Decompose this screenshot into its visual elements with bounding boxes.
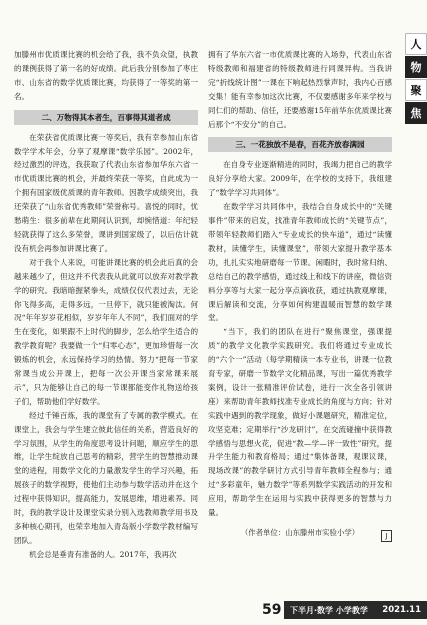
right-column <box>208 48 392 540</box>
right-paragraph-4: “当下，我们的团队在进行“聚焦课堂，强课提质”的教学文化教学实践研究。我们将通过专业成长的“六个一”活动（每学期精读一本专业书，讲课一位教育专家，研磨一节数学文化精品课，写出一篇优秀教学案例，设计一张精准评价试卷，进行一次全各引领讲座）来帮助青年教师找准专业成长的角度与方向；针对实践中遇到的教学现象，做好小课题研究，精准定位，攻坚克难；定期举行“沙龙研讨”，在交流碰撞中获得教学感悟与思想火花，促进“教—学—评一致性”研究，提升学生能力和教育格局；通过“集体备课，观课议课，现场改课”的教学研讨方式引导青年教师全程参与；通过“多彩童年，魅力数学”等系列数学实践活动的开发和应用，帮助学生在运用与实践中获得更多的智慧与力量。 <box>208 327 392 518</box>
left-column <box>14 48 198 562</box>
section-heading-3: 三、一花独放不是春，百花齐放春满园 <box>208 137 392 152</box>
left-paragraph-1: 加滕州市优质课比赛的机会给了我，我不负众望，执教的课例获得了第一名的好成绩。此后我分别参加了枣庄市、山东省的数学优质课比赛，均获得了一等奖的第一名。 <box>14 50 198 101</box>
page-number: 59 <box>262 602 282 618</box>
side-tab-ju: 聚 <box>405 79 427 101</box>
magazine-bar <box>284 601 427 619</box>
author-affiliation: （作者单位：山东滕州市实验小学） <box>240 528 360 537</box>
right-paragraph-1: 拥有了华东六省一市优质课比赛的入场券，代表山东省特级教师和福建省的特级教师进行同课异构。当我讲完“折线统计图”一课在下响起热烈掌声时，我内心百感交集！能有幸参加这次比赛，不仅要感谢多年来学校与同仁们的帮助、信任，还要感谢15年前华东优质课比赛后那个“不安分”的自己。 <box>208 50 392 129</box>
left-paragraph-2: 在荣获省优质课比赛一等奖后，我有幸参加山东省数学学术年会，分享了观摩课“数学乐园”。2002年，经过激烈的评选，我获取了代表山东省参加华东六省一市优质课比赛的机会，并最终荣获一等奖，自此成为一个拥有国家级优质课的青年教师。因教学成绩突出，我还荣获了“山东省优秀教师”荣誉称号。喜悦的同时，忧愁萌生：很多前辈在此期间认识到，却惋惜道：年纪轻轻就获得了这么多荣誉，课讲到国家级了，以后估计就没有机会再参加讲课比赛了。 <box>14 132 198 253</box>
magazine-title: 下半月·数学 小学教学 <box>290 605 368 615</box>
section-heading-2: 二、万物得其本者生，百事得其道者成 <box>14 110 198 125</box>
left-paragraph-3: 对于我个人来说，可能讲课比赛的机会此后真的会越来越少了，但这并不代表我从此就可以放弃对教学教学的研究。我暗暗握紧拳头，成绩仅仅代表过去，无论你飞得多高，走得多远，一旦停下，就只能被淘汰。何况“年年岁岁花相似，岁岁年年人不同”，我们面对的学生在变化，如果跟不上时代的脚步，怎么给学生适合的教学教育呢？我要做一个“归零心态”，更加珍惜每一次锻炼的机会，永远保持学习的热情。努力“把每一节家常课当成公开课上，把每一次公开课当家常课来展示”，只为能够让自己的每一节课都能变作礼物送给孩子们，帮助他们学好数学。 <box>14 257 198 406</box>
issue-date: 2021.11 <box>382 605 421 615</box>
left-paragraph-4: 经过千锤百炼，我的课堂有了专属的教学模式。在课堂上，我会与学生建立彼此信任的关系，营造良好的学习氛围，从学生的角度思考设计问题，顺应学生的思维，让学生绽放自己思考的精彩，营学生的智慧推动课堂的进程，用数学文化的力量激发学生的学习兴趣，拓展孩子的数学视野，使他们主动参与数学活动并在这个过程中获得知识，提高能力，发展思维，增进素养。同时，我的教学设计及课堂实录分别入选教师教学用书及多种核心期刊，也荣幸地加入青岛版小学数学教材编写团队。 <box>14 410 198 545</box>
side-tab-strip <box>405 33 427 125</box>
right-paragraph-3: 在数学学习共同体中，我结合自身成长中的“关键事件”带来的启发，找准青年教师成长的“关键节点”，带领年轻教师们踏入“专业成长的快车道”，通过“读懂教材，读懂学生，读懂课堂”，带领大家提升教学基本功，扎扎实实地研磨每一节课。闲暇时，我时常归纳、总结自己的教学感悟，通过线上和线下的讲座，微信资料分享等与大家一起分享点滴收获，通过执教观摩课，课后解读和交流，分享如何构建温暖而智慧的数学课堂。 <box>208 202 392 323</box>
side-tab-jiao: 焦 <box>405 102 427 124</box>
page-footer <box>0 599 427 621</box>
left-paragraph-5: 机会总是垂青有准备的人。2017年，我再次 <box>29 549 177 559</box>
end-mark-icon: J <box>381 530 392 542</box>
author-line-wrap <box>208 526 392 540</box>
side-tab-wu: 物 <box>405 56 427 78</box>
side-tab-ren: 人 <box>405 33 427 55</box>
right-paragraph-2: 在自身专业逐渐精进的同时，我竭力把自己的教学良好分享给大家。2009年，在学校的支持下，我组建了“数学学习共同体”。 <box>208 160 392 198</box>
